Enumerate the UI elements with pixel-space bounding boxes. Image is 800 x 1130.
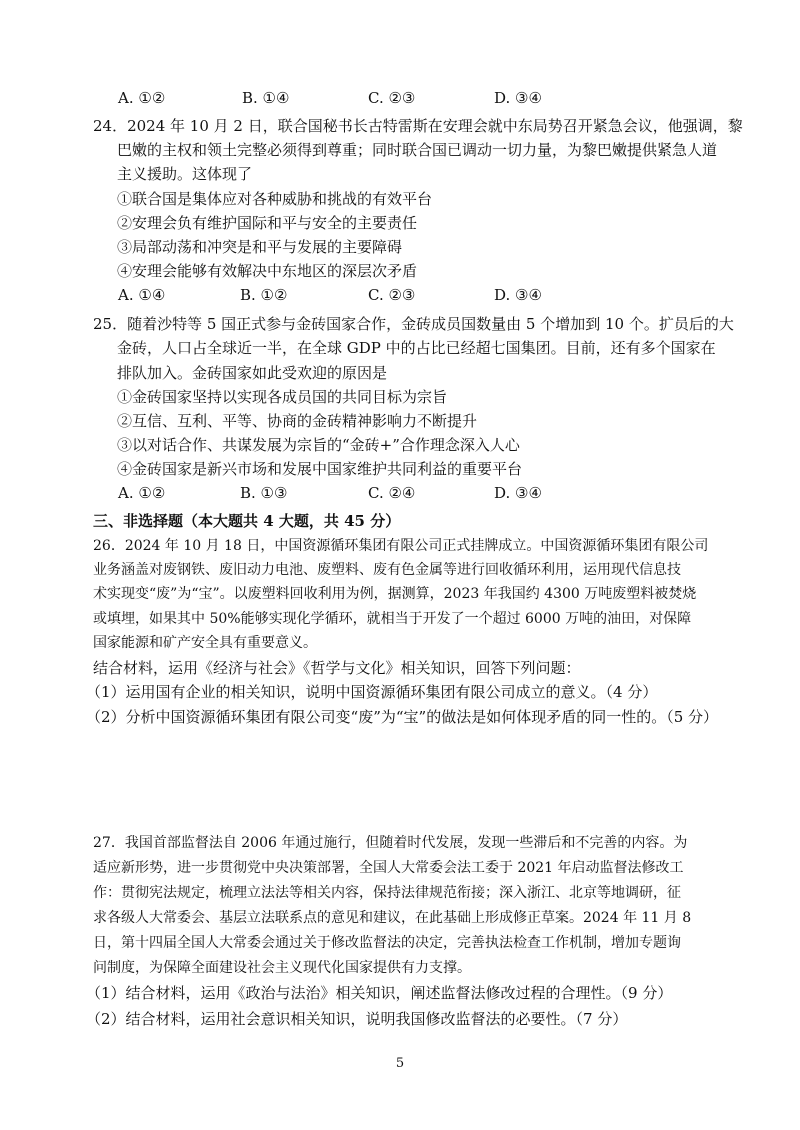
- q27-material-line-5: 日，第十四届全国人大常委会通过关于修改监督法的决定，完善执法检查工作机制，增加专题询: [93, 935, 681, 951]
- q26-material-line-5: 国家能源和矿产安全具有重要意义。: [93, 635, 317, 651]
- q25-option-a: A. ①②: [118, 484, 166, 502]
- q25-stem-line-3: 排队加入。金砖国家如此受欢迎的原因是: [117, 364, 388, 382]
- q25-item-3: ③以对话合作、共谋发展为宗旨的“金砖+”合作理念深入人心: [117, 436, 520, 454]
- q24-option-c: C. ②③: [368, 286, 416, 304]
- q26-material-line-2: 业务涵盖对废钢铁、废旧动力电池、废塑料、废有色金属等进行回收循环利用，运用现代信息技: [93, 562, 681, 578]
- q25-option-b: B. ①③: [240, 484, 288, 502]
- q24-option-a: A. ①④: [118, 286, 166, 304]
- q23-option-a: A. ①②: [118, 89, 166, 107]
- q26-material-line-4: 或填埋，如果其中 50%能够实现化学循环，就相当于开发了一个超过 6000 万吨的油田，对保障: [93, 611, 692, 627]
- section-3-heading: 三、非选择题（本大题共 4 大题，共 45 分）: [93, 512, 401, 530]
- q23-option-c: C. ②③: [368, 89, 416, 107]
- q25-item-2: ②互信、互利、平等、协商的金砖精神影响力不断提升: [117, 412, 478, 430]
- q25-item-4: ④金砖国家是新兴市场和发展中国家维护共同利益的重要平台: [117, 460, 523, 478]
- q27-sub-question-2: （2）结合材料，运用社会意识相关知识，说明我国修改监督法的必要性。（7 分）: [86, 1010, 628, 1028]
- q25-stem-line-1: 25．随着沙特等 5 国正式参与金砖国家合作，金砖成员国数量由 5 个增加到 10 个。扩员后的大: [93, 315, 734, 333]
- q24-item-1: ①联合国是集体应对各种威胁和挑战的有效平台: [117, 190, 433, 208]
- q24-item-3: ③局部动荡和冲突是和平与发展的主要障碍: [117, 238, 403, 256]
- q27-material-line-2: 适应新形势，进一步贯彻党中央决策部署，全国人大常委会法工委于 2021 年启动监督法修改工: [93, 860, 684, 876]
- q24-option-d: D. ③④: [494, 286, 542, 304]
- q25-item-1: ①金砖国家坚持以实现各成员国的共同目标为宗旨: [117, 388, 448, 406]
- q27-material-line-1: 27．我国首部监督法自 2006 年通过施行，但随着时代发展，发现一些滞后和不完善的内容。为: [93, 835, 688, 851]
- q23-option-d: D. ③④: [494, 89, 542, 107]
- q27-material-line-4: 求各级人大常委会、基层立法联系点的意见和建议，在此基础上形成修正草案。2024 年 11 月 8: [93, 910, 692, 926]
- page-number: 5: [395, 1056, 405, 1071]
- q26-prompt: 结合材料，运用《经济与社会》《哲学与文化》相关知识，回答下列问题：: [93, 659, 581, 677]
- q26-sub-question-1: （1）运用国有企业的相关知识，说明中国资源循环集团有限公司成立的意义。（4 分）: [86, 683, 658, 701]
- q24-item-2: ②安理会负有维护国际和平与安全的主要责任: [117, 214, 418, 232]
- q27-sub-question-1: （1）结合材料，运用《政治与法治》相关知识，阐述监督法修改过程的合理性。（9 分）: [86, 984, 673, 1002]
- q26-material-line-3: 术实现变“废”为“宝”。以废塑料回收利用为例，据测算，2023 年我国约 4300 万吨废塑料被焚烧: [93, 586, 697, 602]
- q24-item-4: ④安理会能够有效解决中东地区的深层次矛盾: [117, 262, 418, 280]
- q24-stem-line-2: 巴嫩的主权和领土完整必须得到尊重；同时联合国已调动一切力量，为黎巴嫩提供紧急人道: [117, 141, 718, 159]
- q23-option-b: B. ①④: [242, 89, 290, 107]
- q25-option-c: C. ②④: [368, 484, 416, 502]
- q26-material-line-1: 26．2024 年 10 月 18 日，中国资源循环集团有限公司正式挂牌成立。中国资源循环集团有限公司: [93, 538, 709, 554]
- q27-material-line-6: 问制度，为保障全面建设社会主义现代化国家提供有力支撑。: [93, 960, 471, 976]
- q27-material-line-3: 作：贯彻宪法规定，梳理立法法等相关内容，保持法律规范衔接；深入浙江、北京等地调研，征: [93, 885, 681, 901]
- q25-option-d: D. ③④: [494, 484, 542, 502]
- q24-stem-line-1: 24．2024 年 10 月 2 日，联合国秘书长古特雷斯在安理会就中东局势召开紧急会议，他强调，黎: [93, 117, 743, 135]
- q24-stem-line-3: 主义援助。这体现了: [117, 165, 253, 183]
- q26-sub-question-2: （2）分析中国资源循环集团有限公司变“废”为“宝”的做法是如何体现矛盾的同一性的。（5 分）: [86, 708, 719, 726]
- q25-stem-line-2: 金砖，人口占全球近一半，在全球 GDP 中的占比已经超七国集团。目前，还有多个国家在: [117, 339, 716, 357]
- q24-option-b: B. ①②: [240, 286, 288, 304]
